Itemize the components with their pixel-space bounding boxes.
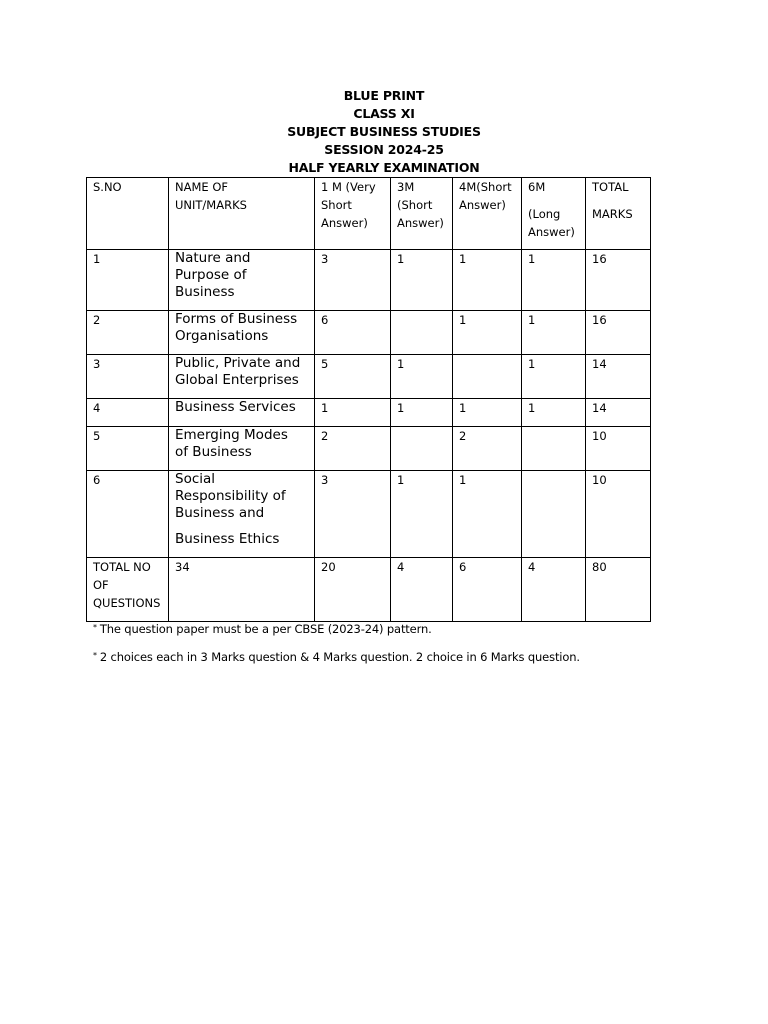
row-1m: 3 [315,471,391,558]
row-4m: 1 [453,399,522,427]
row-1m: 2 [315,427,391,471]
blueprint-table [86,177,651,622]
header-1m: 1 M (Very Short Answer) [315,178,391,250]
asterisk-icon: * [93,651,97,660]
row-unit-name: Public, Private and Global Enterprises [169,355,315,399]
row-sno: 3 [87,355,169,399]
header-3m: 3M (Short Answer) [391,178,453,250]
row-6m: 1 [522,355,586,399]
header-name: NAME OF UNIT/MARKS [169,178,315,250]
class-label: CLASS XI [353,106,415,121]
totals-label: TOTAL NO OF QUESTIONS [87,558,169,622]
exam-label: HALF YEARLY EXAMINATION [288,160,480,175]
table-row [87,399,651,427]
row-total: 10 [586,471,651,558]
row-4m: 1 [453,471,522,558]
session-label: SESSION 2024-25 [324,142,444,157]
row-4m: 2 [453,427,522,471]
row-1m: 1 [315,399,391,427]
row-3m: 1 [391,355,453,399]
table-header-row [87,178,651,250]
row-3m: 1 [391,471,453,558]
header-4m: 4M(Short Answer) [453,178,522,250]
table-row [87,250,651,311]
row-1m: 5 [315,355,391,399]
row-3m: 1 [391,250,453,311]
row-6m: 1 [522,250,586,311]
row-4m: 1 [453,250,522,311]
row-total: 10 [586,427,651,471]
row-sno: 6 [87,471,169,558]
row-6m [522,471,586,558]
table-row [87,471,651,558]
row-1m: 6 [315,311,391,355]
row-6m: 1 [522,311,586,355]
row-unit-name: Forms of Business Organisations [169,311,315,355]
footnote-1 [93,622,432,636]
footnote-text: 2 choices each in 3 Marks question & 4 Marks question. 2 choice in 6 Marks question. [99,650,580,664]
subject-label: SUBJECT BUSINESS STUDIES [287,124,481,139]
row-sno: 4 [87,399,169,427]
table-totals-row [87,558,651,622]
table-row [87,311,651,355]
row-total: 16 [586,250,651,311]
row-unit-name: Business Services [169,399,315,427]
row-1m: 3 [315,250,391,311]
row-unit-name: Nature and Purpose of Business [169,250,315,311]
footnote-2 [93,650,580,664]
header-total: TOTAL MARKS [586,178,651,250]
row-total: 14 [586,355,651,399]
document-header [0,87,768,177]
row-total: 14 [586,399,651,427]
totals-1m: 20 [315,558,391,622]
row-3m [391,427,453,471]
row-total: 16 [586,311,651,355]
totals-total: 80 [586,558,651,622]
row-sno: 5 [87,427,169,471]
row-unit-name: Social Responsibility of Business and Business Ethics [169,471,315,558]
totals-units: 34 [169,558,315,622]
totals-4m: 6 [453,558,522,622]
table-row [87,355,651,399]
totals-6m: 4 [522,558,586,622]
footnote-text: The question paper must be a per CBSE (2023-24) pattern. [99,622,432,636]
asterisk-icon: * [93,623,97,632]
header-sno: S.NO [87,178,169,250]
row-3m [391,311,453,355]
row-4m: 1 [453,311,522,355]
row-sno: 1 [87,250,169,311]
title-blue-print: BLUE PRINT [343,88,425,103]
header-6m: 6M (Long Answer) [522,178,586,250]
row-6m [522,427,586,471]
row-unit-name: Emerging Modes of Business [169,427,315,471]
row-6m: 1 [522,399,586,427]
row-3m: 1 [391,399,453,427]
table-row [87,427,651,471]
row-sno: 2 [87,311,169,355]
row-4m [453,355,522,399]
totals-3m: 4 [391,558,453,622]
